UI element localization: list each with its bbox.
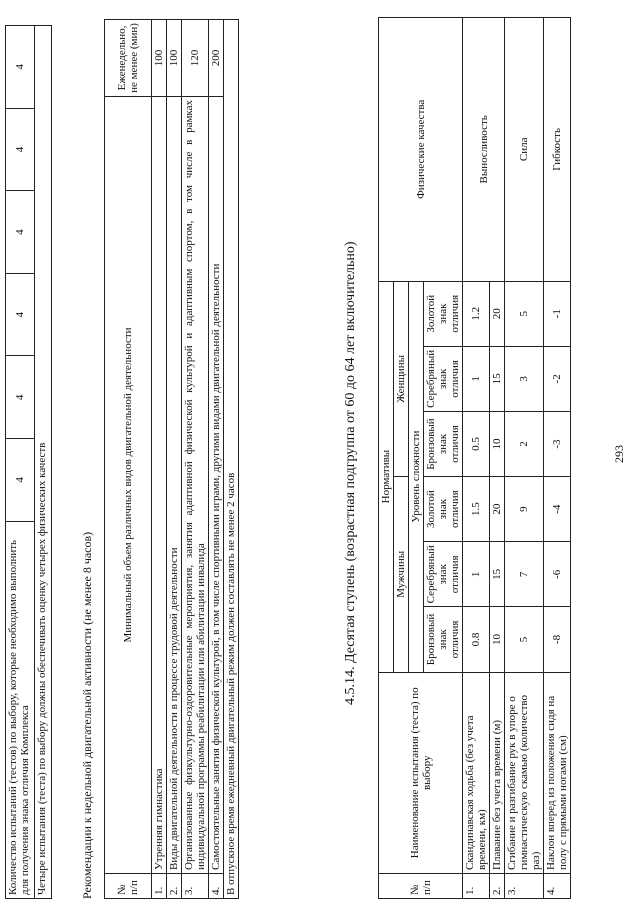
table-cell: 3. bbox=[505, 873, 544, 898]
table-cell: 1. bbox=[463, 873, 490, 898]
table-cell: 1.2 bbox=[463, 281, 490, 346]
table-cell: 5 bbox=[505, 281, 544, 346]
table-cell: 100 bbox=[167, 20, 182, 97]
table-cell: 1 bbox=[463, 346, 490, 411]
table-cell: В отпускное время ежедневный двигательный режим должен составлять не менее 2 часов bbox=[224, 20, 239, 899]
table-cell: -4 bbox=[544, 477, 571, 542]
table-cell: Самостоятельные занятия физической культурой, в том числе спортивными играми, другими видами двигательной деятельности bbox=[209, 97, 224, 874]
table-row bbox=[182, 20, 209, 899]
table-row bbox=[544, 18, 571, 899]
table-header: Мужчины bbox=[394, 477, 409, 672]
table-header: Физические качества bbox=[379, 18, 463, 282]
table-cell: 5 bbox=[505, 607, 544, 672]
table-cell: 200 bbox=[209, 20, 224, 97]
table-cell: Четыре испытания (теста) по выбору должны обеспечивать оценку четырех физических качеств bbox=[35, 26, 52, 899]
table-cell: Утренняя гимнастика bbox=[152, 97, 167, 874]
table-cell: 4 bbox=[6, 191, 35, 274]
table-header: Наименование испытания (теста) по выбору bbox=[379, 672, 463, 873]
table-row bbox=[105, 20, 152, 899]
table-cell: 0.8 bbox=[463, 607, 490, 672]
table-cell: 2 bbox=[505, 411, 544, 476]
table-header: Бронзовый знак отличия bbox=[424, 411, 463, 476]
table-cell: 10 bbox=[490, 411, 505, 476]
table-header: Бронзовый знак отличия bbox=[424, 607, 463, 672]
table-cell: Гибкость bbox=[544, 18, 571, 282]
table-header: Золотой знак отличия bbox=[424, 281, 463, 346]
table-header: Еженедельно, не менее (мин) bbox=[105, 20, 152, 97]
table-cell: 15 bbox=[490, 346, 505, 411]
table-cell: 4. bbox=[209, 874, 224, 899]
table-cell: 2. bbox=[490, 873, 505, 898]
table-cell: 0.5 bbox=[463, 411, 490, 476]
norms-table bbox=[378, 17, 571, 899]
table-header: Серебряный знак отличия bbox=[424, 542, 463, 607]
table-cell: 7 bbox=[505, 542, 544, 607]
table-cell: 1. bbox=[152, 874, 167, 899]
table-row bbox=[152, 20, 167, 899]
page-number: 293 bbox=[612, 445, 626, 463]
table-cell: 20 bbox=[490, 281, 505, 346]
table-row bbox=[463, 18, 490, 899]
table-cell: Наклон вперед из положения сидя на полу с прямыми ногами (см) bbox=[544, 672, 571, 873]
table-row bbox=[224, 20, 239, 899]
table-cell: 4 bbox=[6, 26, 35, 109]
table-header: Уровень сложности bbox=[409, 281, 424, 672]
table-cell: Скандинавская ходьба (без учета времени, км) bbox=[463, 672, 490, 873]
table-row bbox=[6, 26, 35, 899]
activity-heading: Рекомендации к недельной двигательной активности (не менее 8 часов) bbox=[80, 531, 94, 899]
table-row bbox=[505, 18, 544, 899]
table-row bbox=[379, 18, 394, 899]
table-cell: 10 bbox=[490, 607, 505, 672]
table-cell: 20 bbox=[490, 477, 505, 542]
table-cell: 9 bbox=[505, 477, 544, 542]
table-cell: 120 bbox=[182, 20, 209, 97]
table-header: № п/п bbox=[379, 873, 463, 898]
table-header: Серебряный знак отличия bbox=[424, 346, 463, 411]
table-header: Нормативы bbox=[379, 281, 394, 672]
table-cell: Сила bbox=[505, 18, 544, 282]
table-cell: Количество испытаний (тестов) по выбору, которые необходимо выполнить для получения знака отличия Комплекса bbox=[6, 521, 35, 898]
table-cell: -8 bbox=[544, 607, 571, 672]
table-cell: Плавание без учета времени (м) bbox=[490, 672, 505, 873]
table-cell: 4 bbox=[6, 273, 35, 356]
table-cell: -1 bbox=[544, 281, 571, 346]
table-cell: 4 bbox=[6, 356, 35, 439]
table-cell: 100 bbox=[152, 20, 167, 97]
table-header: Минимальный объем различных видов двигательной деятельности bbox=[105, 97, 152, 874]
table-header: № п/п bbox=[105, 874, 152, 899]
table-cell: 15 bbox=[490, 542, 505, 607]
table-cell: 3 bbox=[505, 346, 544, 411]
table-cell: 4 bbox=[6, 108, 35, 191]
table-cell: 3. bbox=[182, 874, 209, 899]
table-cell: 1 bbox=[463, 542, 490, 607]
table-header: Золотой знак отличия bbox=[424, 477, 463, 542]
table-cell: -2 bbox=[544, 346, 571, 411]
table-cell: 1.5 bbox=[463, 477, 490, 542]
table-cell: 4. bbox=[544, 873, 571, 898]
table-header: Женщины bbox=[394, 281, 409, 476]
table-cell: Виды двигательной деятельности в процессе трудовой деятельности bbox=[167, 97, 182, 874]
table-cell: Выносливость bbox=[463, 18, 505, 282]
table-cell: -6 bbox=[544, 542, 571, 607]
section-title: 4.5.14. Десятая ступень (возрастная подгруппа от 60 до 64 лет включительно) bbox=[343, 241, 358, 705]
table-cell: -3 bbox=[544, 411, 571, 476]
table-cell: Организованные физкультурно-оздоровительные мероприятия, занятия адаптивной физической культурой и адаптивным спортом, в том числе в рамках индивидуальной программы реабилитации или абилитации инвалида bbox=[182, 97, 209, 874]
table-cell: Сгибание и разгибание рук в упоре о гимнастическую скамью (количество раз) bbox=[505, 672, 544, 873]
activity-table bbox=[104, 19, 239, 899]
table-cell: 4 bbox=[6, 439, 35, 522]
table-row bbox=[167, 20, 182, 899]
table-row bbox=[209, 20, 224, 899]
summary-table bbox=[5, 25, 52, 899]
table-row bbox=[35, 26, 52, 899]
table-cell: 2. bbox=[167, 874, 182, 899]
